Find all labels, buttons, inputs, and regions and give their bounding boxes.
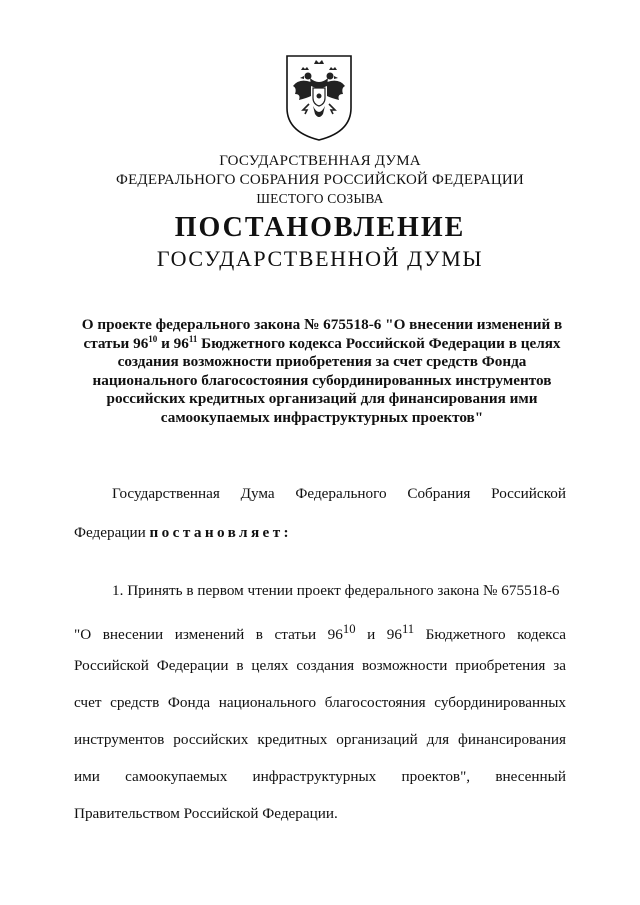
paragraph1-line4: счет средств Фонда национального благосостояния субординированных	[74, 694, 566, 711]
resolution-subject	[72, 316, 572, 427]
org-name-line1: ГОСУДАРСТВЕННАЯ ДУМА	[219, 153, 421, 169]
paragraph1-line6: ими самоокупаемых инфраструктурных проектов", внесенный	[74, 768, 566, 785]
p1-l2-sup1: 10	[342, 622, 356, 636]
p1-l2-part1: "О внесении изменений в статьи 96	[74, 626, 343, 644]
paragraph1-line5: инструментов российских кредитных организаций для финансирования	[74, 731, 566, 748]
p1-l2-part2: и 96	[355, 626, 402, 644]
paragraph1-line1: 1. Принять в первом чтении проект федерального закона № 675518-6	[112, 582, 560, 599]
preamble-text: Федерации	[74, 524, 150, 541]
subject-part2: и 96	[157, 334, 189, 352]
subject-part3: Бюджетного кодекса Российской Федерации в целях создания возможности приобретения за счет средств Фонда национального благосостояния субординированных инструментов российских кредитных организаций для финансирования ими самоокупаемых инфраструктурных проектов"	[92, 334, 561, 426]
resolves-word: постановляет:	[149, 524, 293, 541]
subject-sup2: 11	[188, 333, 198, 344]
subject-part1: О проекте федерального закона № 675518-6 "О внесении изменений в статьи 96	[81, 316, 563, 352]
p1-l2-part3: Бюджетного кодекса	[414, 626, 566, 644]
org-name-line2: ФЕДЕРАЛЬНОГО СОБРАНИЯ РОССИЙСКОЙ ФЕДЕРАЦИИ	[116, 172, 524, 188]
paragraph1-line2	[74, 620, 566, 644]
paragraph1-line7: Правительством Российской Федерации.	[74, 805, 338, 822]
document-type: ПОСТАНОВЛЕНИЕ	[174, 212, 466, 243]
subject-sup1: 10	[148, 333, 158, 344]
document-issuer: ГОСУДАРСТВЕННОЙ ДУМЫ	[156, 246, 484, 271]
russian-coat-of-arms-icon	[283, 52, 355, 142]
preamble-line1: Государственная Дума Федерального Собрания Российской	[112, 485, 566, 502]
p1-l2-sup2: 11	[401, 622, 415, 636]
convocation: ШЕСТОГО СОЗЫВА	[256, 191, 384, 206]
paragraph1-line3: Российской Федерации в целях создания возможности приобретения за	[74, 657, 566, 674]
preamble-line2	[74, 524, 566, 542]
